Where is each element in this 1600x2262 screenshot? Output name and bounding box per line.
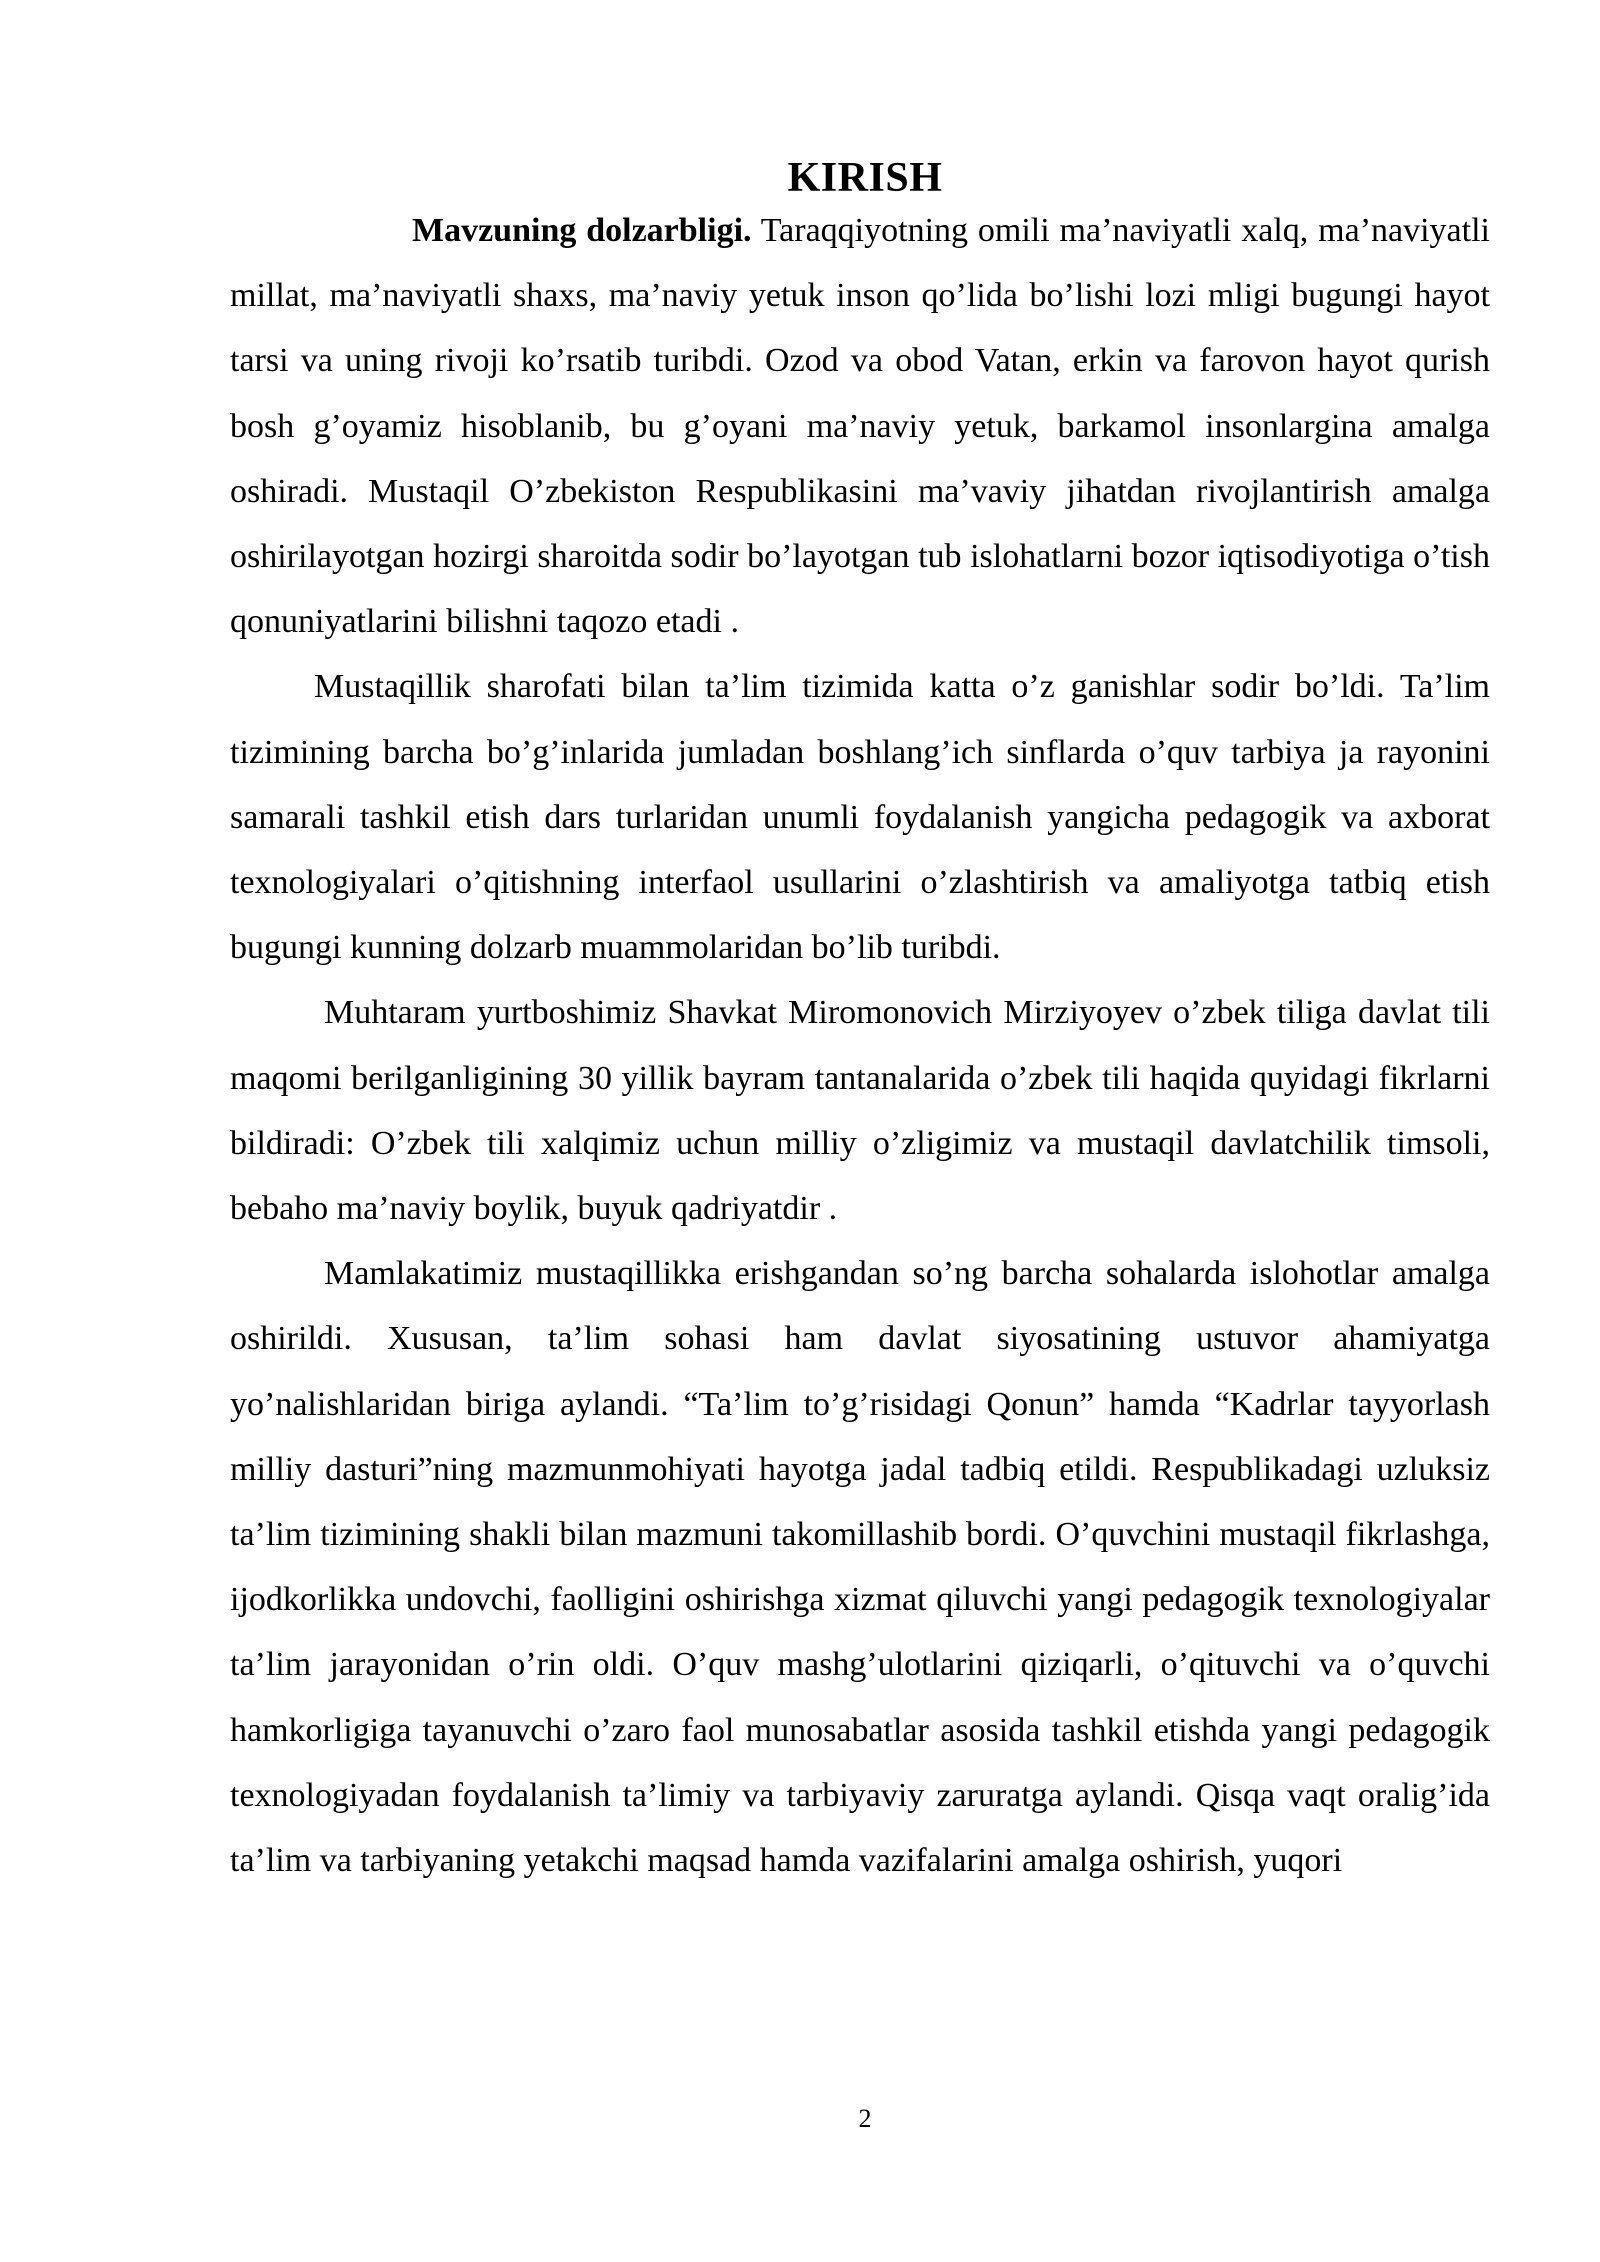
paragraph-reforms: Mamlakatimiz mustaqillikka erishgandan so’ng barcha sohalarda islohotlar amalga oshirildi. Xususan, ta’lim sohasi ham davlat siyosatining ustuvor ahamiyatga yo’nalishlaridan biriga aylandi. “Ta’lim to’g’risidagi Qonun” hamda “Kadrlar tayyorlash milliy dasturi”ning mazmunmohiyati hayotga jadal tadbiq etildi. Respublikadagi uzluksiz ta’lim tizimining shakli bilan mazmuni takomillashib bordi. O’quvchini mustaqil fikrlashga, ijodkorlikka undovchi, faolligini oshirishga xizmat qiluvchi yangi pedagogik texnologiyalar ta’lim jarayonidan o’rin oldi. O’quv mashg’ulotlarini qiziqarli, o’qituvchi va o’quvchi hamkorligiga tayanuvchi o’zaro faol munosabatlar asosida tashkil etishda yangi pedagogik texnologiyadan foydalanish ta’limiy va tarbiyaviy zaruratga aylandi. Qisqa vaqt oralig’ida ta’lim va tarbiyaning yetakchi maqsad hamda vazifalarini amalga oshirish, yuqori <box>230 1255 1490 1880</box>
intro-paragraph <box>230 198 1490 654</box>
paragraph-independence: Mustaqillik sharofati bilan ta’lim tizimida katta o’z ganishlar sodir bo’ldi. Ta’lim tizimining barcha bo’g’inlarida jumladan boshlang’ich sinflarda o’quv tarbiya ja rayonini samarali tashkil etish dars turlaridan unumli foydalanish yangicha pedagogik va axborat texnologiyalari o’qitishning interfaol usullarini o’zlashtirish va amaliyotga tatbiq etish bugungi kunning dolzarb muammolaridan bo’lib turibdi. <box>230 668 1490 967</box>
paragraph-president-quote: Muhtaram yurtboshimiz Shavkat Miromonovich Mirziyoyev o’zbek tiliga davlat tili maqomi berilganligining 30 yillik bayram tantanalarida o’zbek tili haqida quyidagi fikrlarni bildiradi: O’zbek tili xalqimiz uchun milliy o’zligimiz va mustaqil davlatchilik timsoli, bebaho ma’naviy boylik, buyuk qadriyatdir . <box>230 994 1490 1228</box>
topic-relevance-lead: Mavzuning dolzarbligi. <box>412 212 752 249</box>
body-text <box>230 198 1490 1893</box>
page-number: 2 <box>858 2104 872 2133</box>
section-heading: KIRISH <box>787 155 943 201</box>
intro-paragraph-text: Taraqqiyotning omili ma’naviyatli xalq, ma’naviyatli millat, ma’naviyatli shaxs, ma’naviy yetuk inson qo’lida bo’lishi lozi mligi bugungi hayot tarsi va uning rivoji ko’rsatib turibdi. Ozod va obod Vatan, erkin va farovon hayot qurish bosh g’oyamiz hisoblanib, bu g’oyani ma’naviy yetuk, barkamol insonlargina amalga oshiradi. Mustaqil O’zbekiston Respublikasini ma’vaviy jihatdan rivojlantirish amalga oshirilayotgan hozirgi sharoitda sodir bo’layotgan tub islohatlarni bozor iqtisodiyotiga o’tish qonuniyatlarini bilishni taqozo etadi . <box>230 212 1490 641</box>
